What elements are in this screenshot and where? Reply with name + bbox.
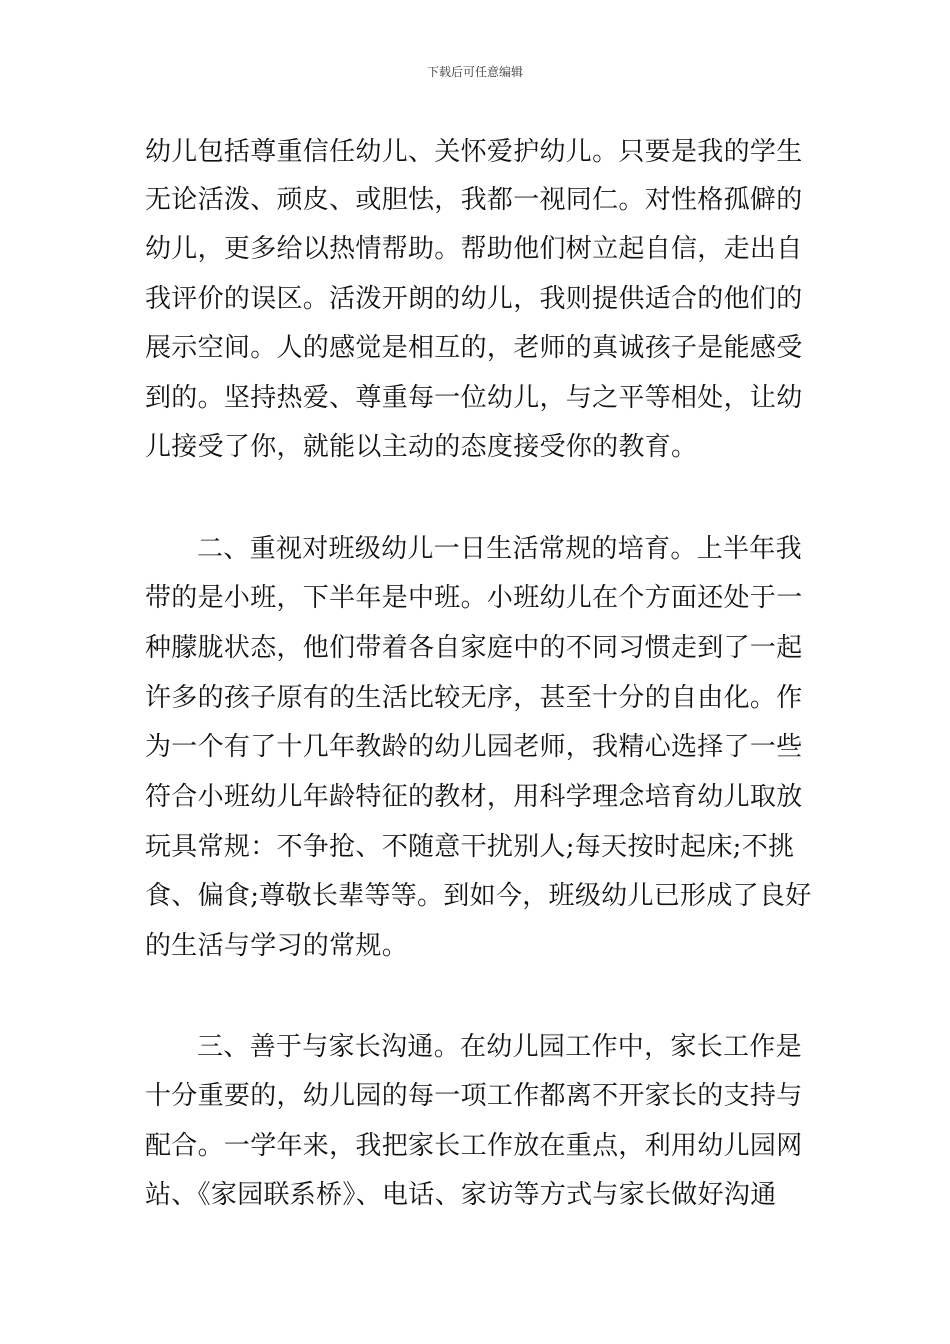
paragraph-1-line-4: 我评价的误区。活泼开朗的幼儿，我则提供适合的他们的 [145, 284, 803, 314]
paragraph-1-line-1: 幼儿包括尊重信任幼儿、关怀爱护幼儿。只要是我的学生 [145, 137, 803, 167]
paragraph-3-line-4: 站、《家园联系桥》、电话、家访等方式与家长做好沟通 [145, 1180, 777, 1210]
paragraph-3-line-3: 配合。一学年来，我把家长工作放在重点，利用幼儿园网 [145, 1131, 803, 1161]
paragraph-1-line-3: 幼儿，更多给以热情帮助。帮助他们树立起自信，走出自 [145, 234, 803, 264]
paragraph-2-line-6: 符合小班幼儿年龄特征的教材，用科学理念培育幼儿取放 [145, 782, 803, 812]
paragraph-2-line-4: 许多的孩子原有的生活比较无序，甚至十分的自由化。作 [145, 683, 803, 713]
paragraph-3-line-1: 三、善于与家长沟通。在幼儿园工作中，家长工作是 [197, 1032, 802, 1062]
paragraph-2-line-3: 种朦胧状态，他们带着各自家庭中的不同习惯走到了一起 [145, 633, 803, 663]
paragraph-1-line-2: 无论活泼、顽皮、或胆怯，我都一视同仁。对性格孤僻的 [145, 185, 803, 215]
paragraph-2-line-9: 的生活与学习的常规。 [145, 931, 409, 961]
paragraph-2-line-2: 带的是小班，下半年是中班。小班幼儿在个方面还处于一 [145, 583, 803, 613]
paragraph-2-line-5: 为一个有了十几年教龄的幼儿园老师，我精心选择了一些 [145, 732, 803, 762]
page-header: 下载后可任意编辑 [426, 65, 523, 79]
paragraph-1-line-6: 到的。坚持热爱、尊重每一位幼儿，与之平等相处，让幼 [145, 383, 803, 413]
paragraph-1-line-7: 儿接受了你，就能以主动的态度接受你的教育。 [145, 432, 698, 462]
paragraph-1-line-5: 展示空间。人的感觉是相互的，老师的真诚孩子是能感受 [145, 333, 803, 363]
paragraph-2-line-1: 二、重视对班级幼儿一日生活常规的培育。上半年我 [197, 534, 802, 564]
paragraph-2-line-7: 玩具常规：不争抢、不随意干扰别人;每天按时起床;不挑 [145, 832, 795, 862]
paragraph-2-line-8: 食、偏食;尊敬长辈等等。到如今，班级幼儿已形成了良好 [145, 881, 812, 911]
paragraph-3-line-2: 十分重要的，幼儿园的每一项工作都离不开家长的支持与 [145, 1081, 803, 1111]
